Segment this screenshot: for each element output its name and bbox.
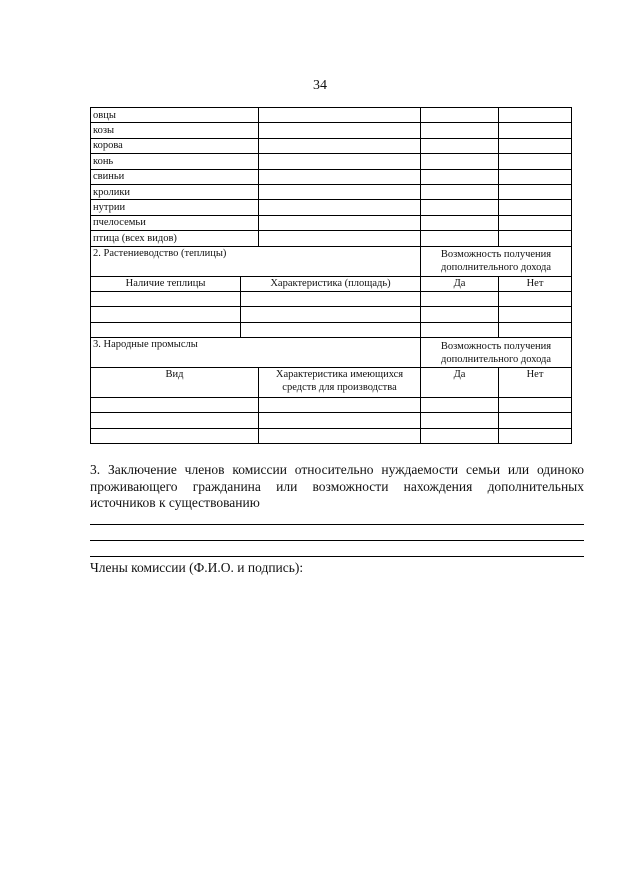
animal-label: конь: [91, 154, 259, 169]
column-header: Нет: [499, 276, 572, 291]
section2-possibility-header: Возможность получения дополнительного дохода: [421, 246, 572, 276]
animal-label: нутрии: [91, 200, 259, 215]
animal-label: свиньи: [91, 169, 259, 184]
conclusion-heading: [90, 462, 584, 512]
section3-possibility-header: Возможность получения дополнительного дохода: [421, 338, 572, 368]
conclusion-fill-line[interactable]: [90, 540, 584, 541]
table-row: [91, 200, 572, 215]
animal-label: кролики: [91, 184, 259, 199]
table-row: [91, 108, 572, 123]
commission-members-label: Члены комиссии (Ф.И.О. и подпись):: [90, 560, 304, 575]
column-header: Характеристика (площадь): [241, 276, 421, 291]
animal-label: пчелосемьи: [91, 215, 259, 230]
conclusion-line: проживающего гражданина или возможности нахождения дополнительных: [90, 478, 584, 494]
animal-label: овцы: [91, 108, 259, 123]
table-row: [91, 138, 572, 153]
column-header: Нет: [499, 368, 572, 398]
column-header: Да: [421, 276, 499, 291]
section-header-row: [91, 246, 572, 276]
household-form-table: [90, 107, 572, 444]
table-row: [91, 169, 572, 184]
column-header-row: [91, 276, 572, 291]
table-row: [91, 413, 572, 428]
section2-title: 2. Растениеводство (теплицы): [91, 246, 421, 276]
column-header: Характеристика имеющихся средств для производства: [259, 368, 421, 398]
table-row: [91, 123, 572, 138]
table-row: [91, 398, 572, 413]
conclusion-line: 3. Заключение членов комиссии относительно нуждаемости семьи или одиноко: [90, 462, 584, 477]
table-row: [91, 231, 572, 246]
page-number: 34: [313, 78, 327, 93]
table-row: [91, 154, 572, 169]
table-row: [91, 291, 572, 306]
section-header-row: [91, 338, 572, 368]
table-row: [91, 215, 572, 230]
animal-label: корова: [91, 138, 259, 153]
table-row: [91, 322, 572, 337]
section3-title: 3. Народные промыслы: [91, 338, 421, 368]
column-header: Вид: [91, 368, 259, 398]
column-header: Наличие теплицы: [91, 276, 241, 291]
column-header-row: [91, 368, 572, 398]
table-row: [91, 307, 572, 322]
conclusion-fill-line[interactable]: [90, 556, 584, 557]
animal-label: козы: [91, 123, 259, 138]
column-header: Да: [421, 368, 499, 398]
conclusion-line: источников к существованию: [90, 495, 260, 510]
conclusion-fill-line[interactable]: [90, 524, 584, 525]
animal-label: птица (всех видов): [91, 231, 259, 246]
table-row: [91, 184, 572, 199]
table-row: [91, 428, 572, 443]
